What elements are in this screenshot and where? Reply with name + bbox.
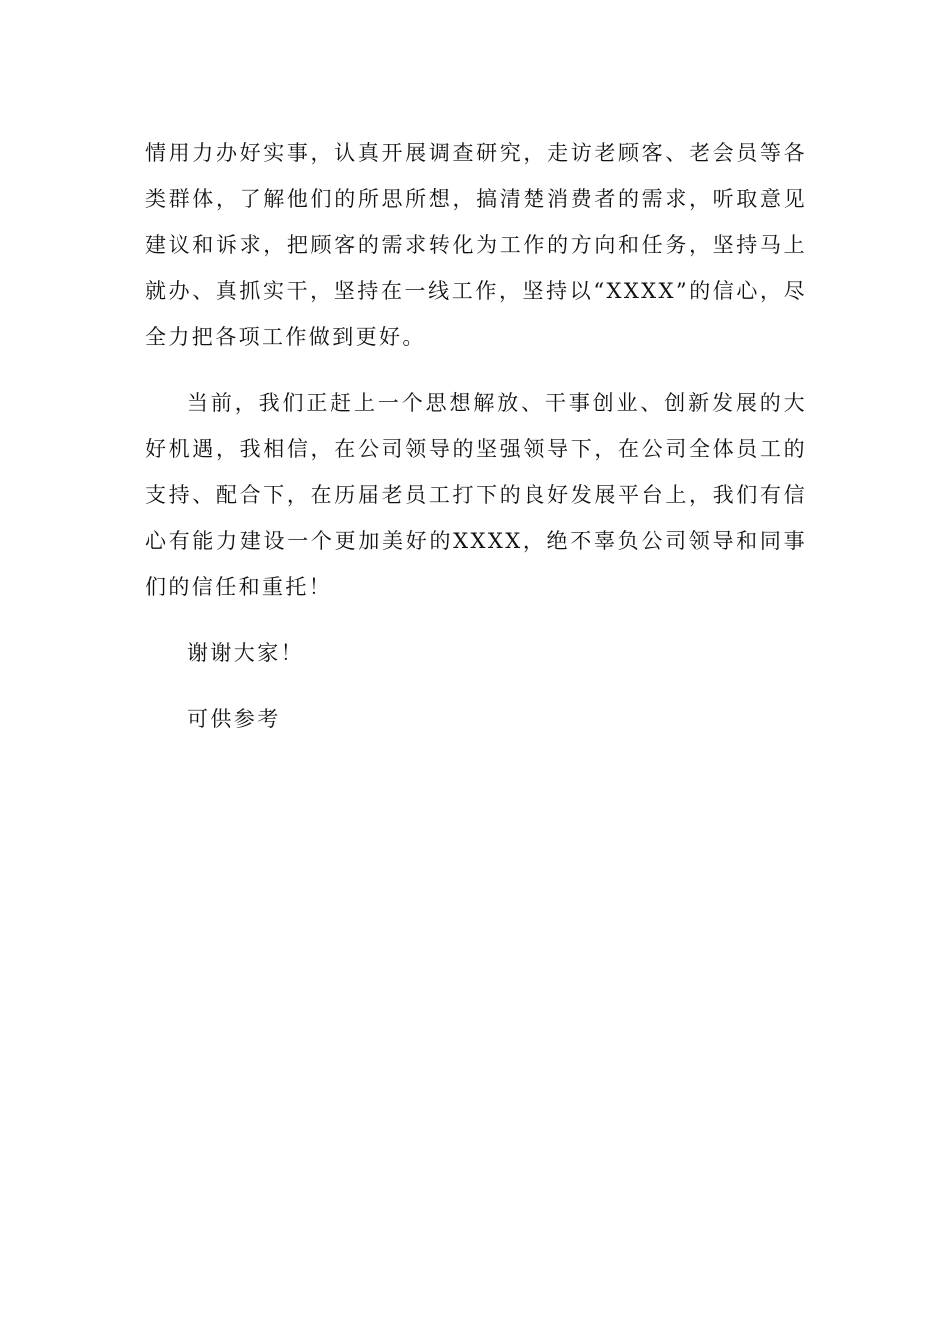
document-body: [145, 130, 807, 742]
paragraph-opportunity: 当前，我们正赶上一个思想解放、干事创业、创新发展的大好机遇，我相信，在公司领导的坚强领导下，在公司全体员工的支持、配合下，在历届老员工打下的良好发展平台上，我们有信心有能力建设一个更加美好的XXXX，绝不辜负公司领导和同事们的信任和重托！: [145, 391, 807, 599]
paragraph-thanks: 谢谢大家！: [187, 641, 304, 665]
paragraph-reference-note: 可供参考: [187, 707, 281, 731]
paragraph-continued: 情用力办好实事，认真开展调查研究，走访老顾客、老会员等各类群体，了解他们的所思所想，搞清楚消费者的需求，听取意见建议和诉求，把顾客的需求转化为工作的方向和任务，坚持马上就办、真抓实干，坚持在一线工作，坚持以“XXXX”的信心，尽全力把各项工作做到更好。: [145, 141, 807, 349]
